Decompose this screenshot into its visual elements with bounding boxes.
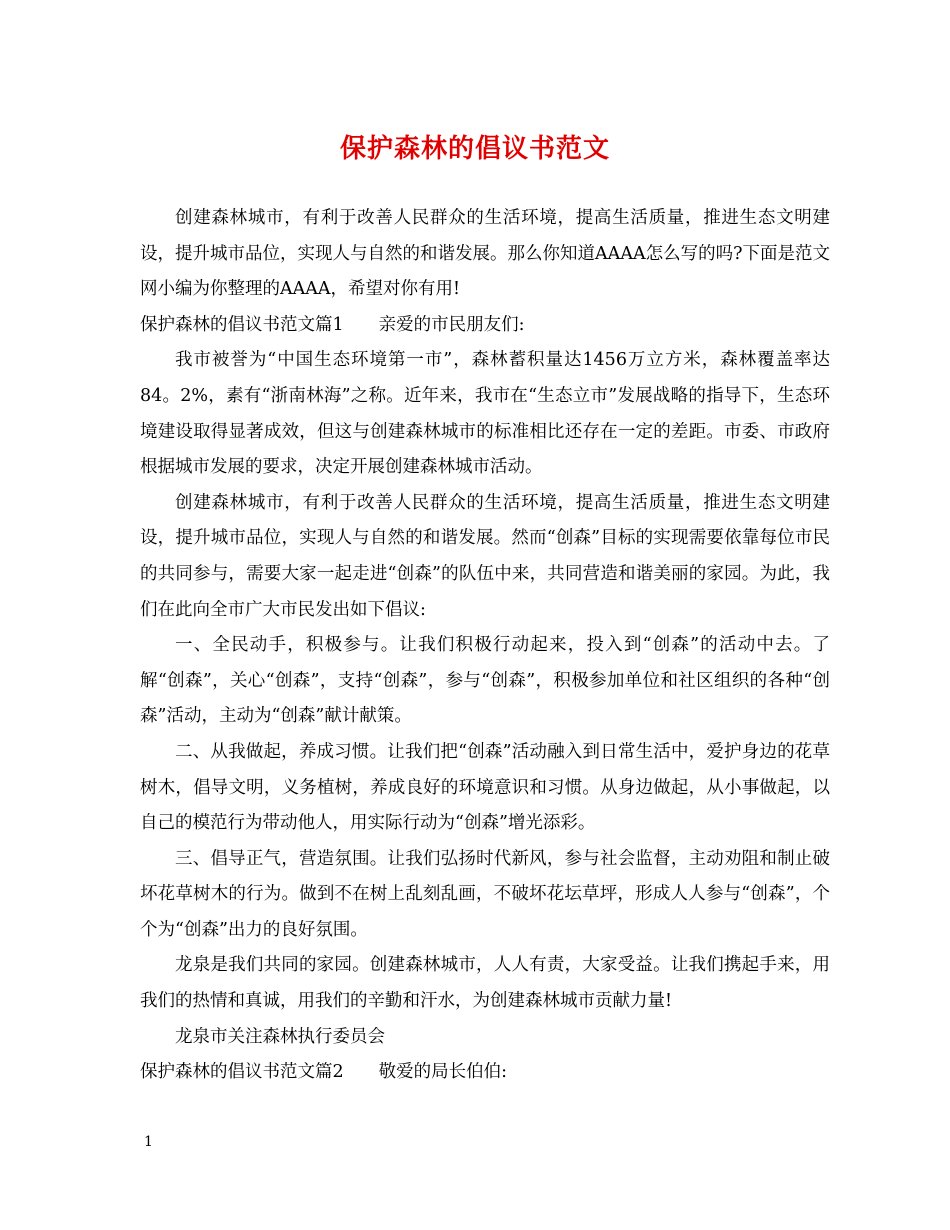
intro-paragraph: 创建森林城市，有利于改善人民群众的生活环境，提高生活质量，推进生态文明建设，提升城市品位，实现人与自然的和谐发展。那么你知道AAAA怎么写的吗?下面是范文网小编为你整理的AAAA，希望对你有用!: [140, 208, 830, 300]
closing-paragraph: 龙泉是我们共同的家园。创建森林城市，人人有责，大家受益。让我们携起手来，用我们的热情和真诚，用我们的辛勤和汗水，为创建森林城市贡献力量!: [140, 955, 830, 1012]
section-heading-1: 保护森林的倡议书范文篇1 亲爱的市民朋友们:: [140, 314, 525, 335]
proposal-item-2: 二、从我做起，养成习惯。让我们把“创森”活动融入到日常生活中，爱护身边的花草树木，倡导文明，义务植树，养成良好的环境意识和习惯。从身边做起，从小事做起，以自己的模范行为带动他人，用实际行动为“创森”增光添彩。: [140, 741, 830, 834]
document-title: 保护森林的倡议书范文: [339, 134, 610, 164]
document-body: [140, 201, 830, 1091]
proposal-item-3: 三、倡导正气，营造氛围。让我们弘扬时代新风，参与社会监督，主动劝阻和制止破坏花草树木的行为。做到不在树上乱刻乱画，不破坏花坛草坪，形成人人参与“创森”，个个为“创森”出力的良好氛围。: [140, 848, 830, 940]
proposal-item-1: 一、全民动手，积极参与。让我们积极行动起来，投入到“创森”的活动中去。了解“创森”，关心“创森”，支持“创森”，参与“创森”，积极参加单位和社区组织的各种“创森”活动，主动为“创森”献计献策。: [140, 635, 830, 727]
body-paragraph-2: 创建森林城市，有利于改善人民群众的生活环境，提高生活质量，推进生态文明建设，提升城市品位，实现人与自然的和谐发展。然而“创森”目标的实现需要依靠每位市民的共同参与，需要大家一起走进“创森”的队伍中来，共同营造和谐美丽的家园。为此，我们在此向全市广大市民发出如下倡议:: [140, 492, 830, 620]
signature-line: 龙泉市关注森林执行委员会: [175, 1026, 385, 1047]
page-number: 1: [144, 1134, 153, 1150]
body-paragraph-1: 我市被誉为“中国生态环境第一市”，森林蓄积量达1456万立方米，森林覆盖率达84。2%，素有“浙南林海”之称。近年来，我市在“生态立市”发展战略的指导下，生态环境建设取得显著成效，但这与创建森林城市的标准相比还存在一定的差距。市委、市政府根据城市发展的要求，决定开展创建森林城市活动。: [140, 350, 830, 478]
section-heading-2: 保护森林的倡议书范文篇2 敬爱的局长伯伯:: [140, 1062, 508, 1083]
